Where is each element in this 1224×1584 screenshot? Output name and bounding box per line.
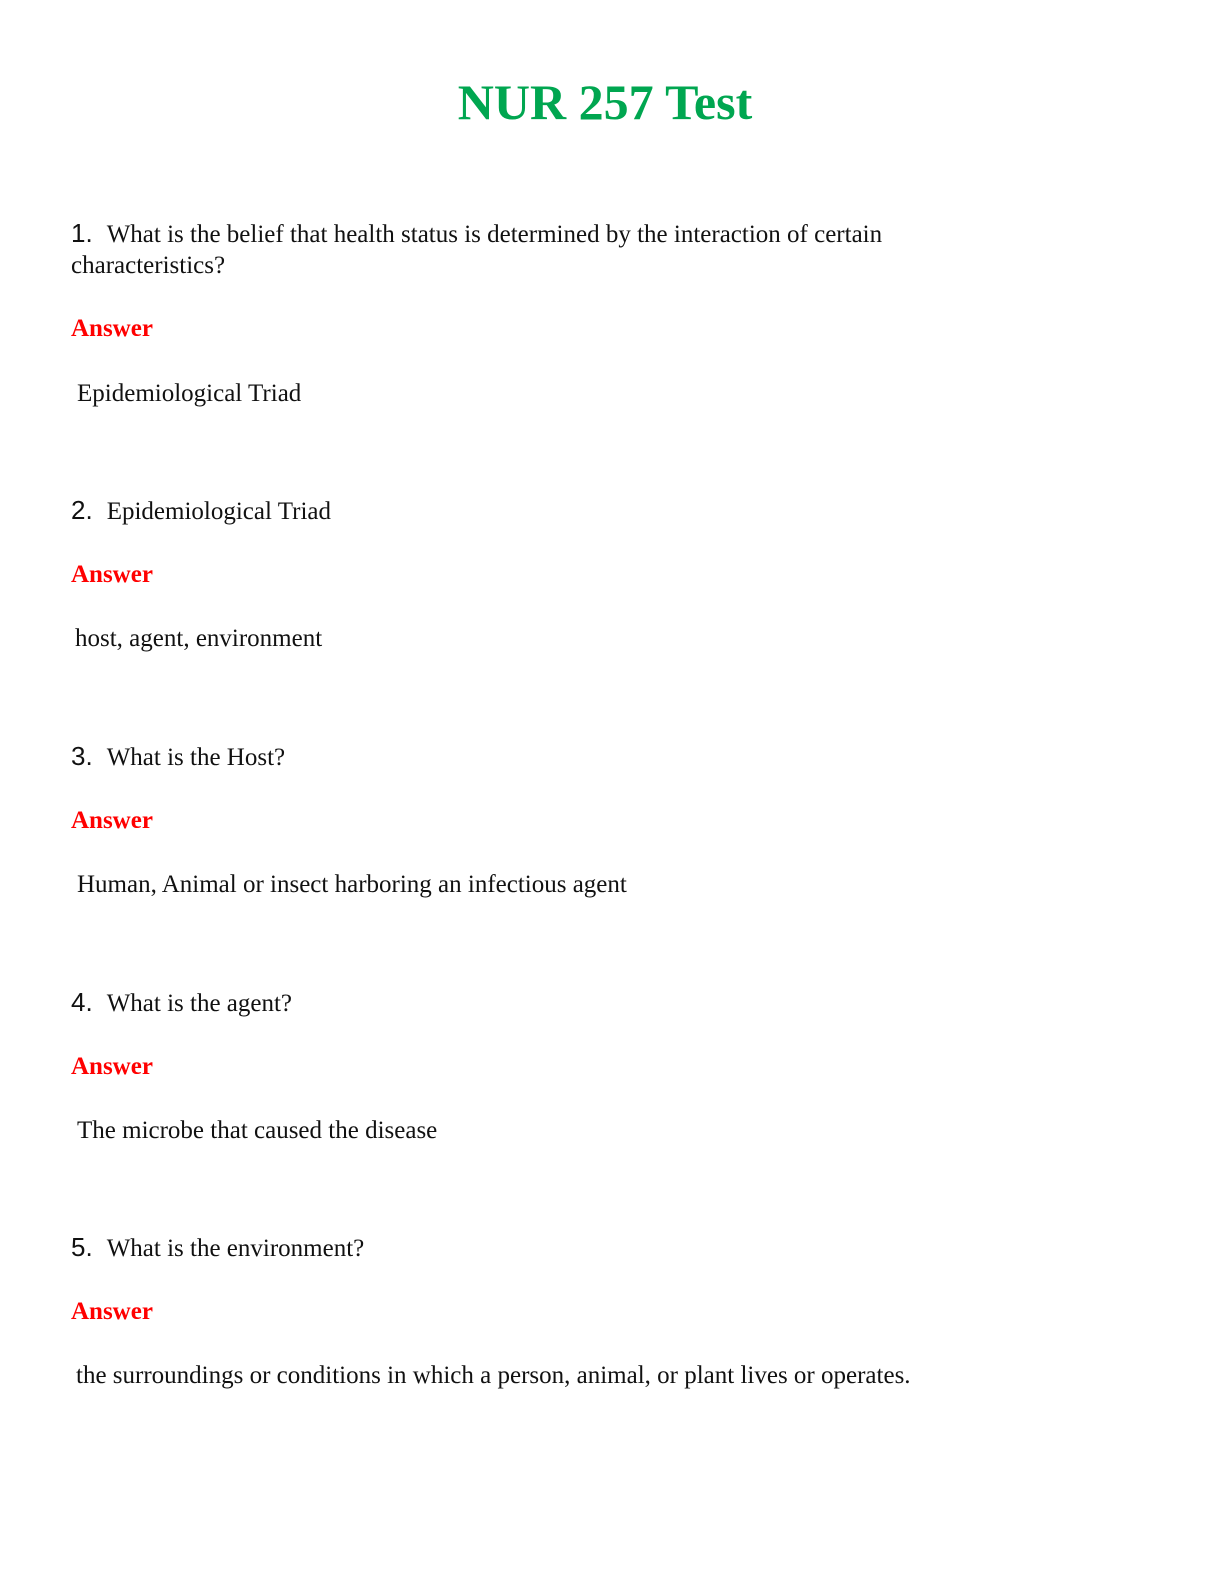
answer-label: Answer [71, 315, 153, 342]
question-5 [71, 1232, 1001, 1264]
question-4 [71, 987, 1001, 1019]
question-text: What is the Host? [106, 744, 286, 771]
answer-text: Human, Animal or insect harboring an infectious agent [77, 871, 627, 898]
question-number: 3. [71, 741, 93, 771]
document-title: NUR 257 Test [457, 74, 753, 130]
answer-text: Epidemiological Triad [77, 380, 302, 407]
answer-label: Answer [71, 1298, 153, 1325]
question-2 [71, 495, 1001, 527]
question-text: What is the agent? [106, 990, 293, 1017]
question-text: Epidemiological Triad [106, 498, 331, 525]
question-text: What is the belief that health status is determined by the interaction of certain characteristics? [71, 221, 883, 279]
answer-label: Answer [71, 1053, 153, 1080]
answer-label: Answer [71, 561, 153, 588]
question-3 [71, 741, 1001, 773]
question-text: What is the environment? [106, 1235, 365, 1262]
answer-text: The microbe that caused the disease [77, 1117, 438, 1144]
answer-text: the surroundings or conditions in which a person, animal, or plant lives or operates. [76, 1362, 911, 1389]
question-1 [71, 218, 1001, 281]
answer-label: Answer [71, 807, 153, 834]
answer-text: host, agent, environment [75, 625, 323, 652]
question-number: 2. [71, 495, 93, 525]
question-number: 1. [71, 218, 93, 248]
question-number: 4. [71, 987, 93, 1017]
question-number: 5. [71, 1232, 93, 1262]
